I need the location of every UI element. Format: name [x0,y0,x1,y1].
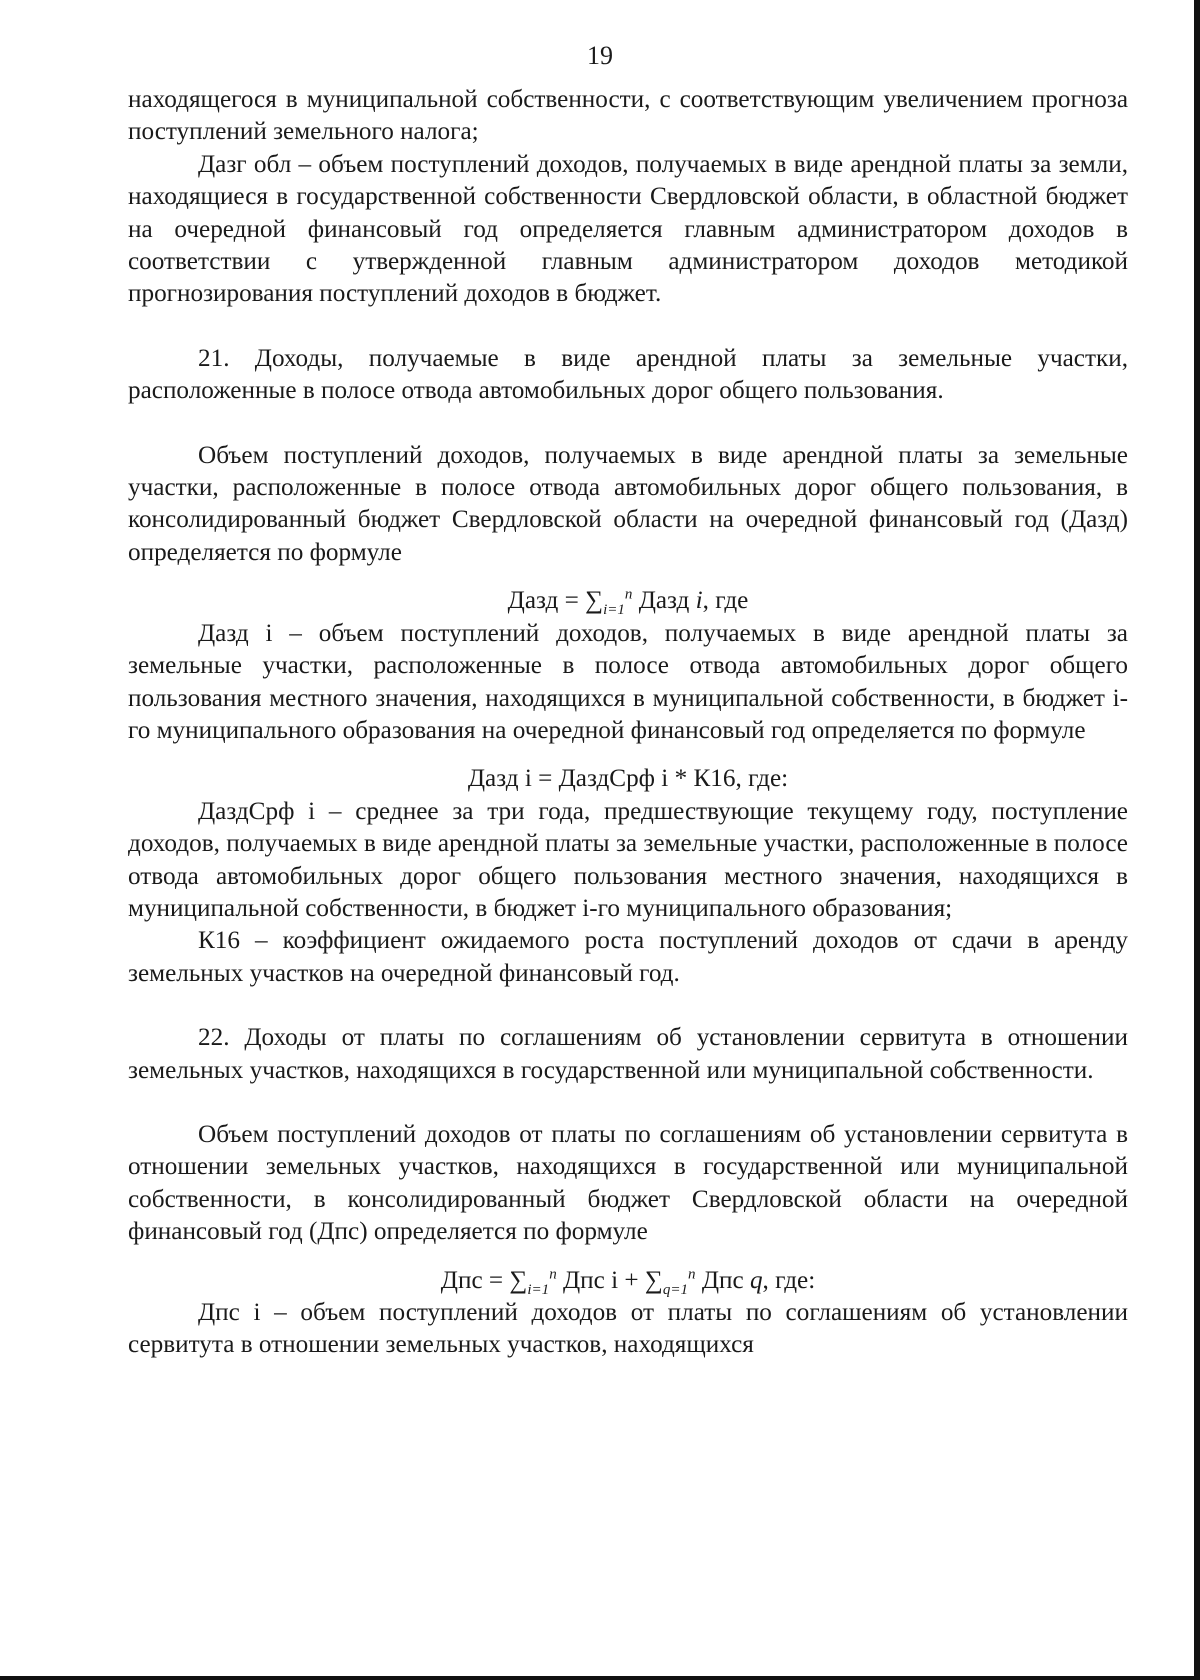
formula-dazd-i: Дазд i = ДаздСрф i * К16, где: [467,765,789,793]
formula-tail: , где: [762,1266,816,1294]
sum-lower-bound: i=1 [527,1281,550,1298]
sum-symbol: ∑ [509,1266,528,1294]
paragraph: находящегося в муниципальной собственности, с соответствующим увеличением прогноза поступлений земельного налога; [128,86,1128,146]
paragraph: К16 – коэффициент ожидаемого роста поступлений доходов от сдачи в аренду земельных участков на очередной финансовый год. [128,927,1128,987]
formula-lhs: Дазд = [507,587,586,615]
paragraph: Объем поступлений доходов, получаемых в виде арендной платы за земельные участки, расположенные в полосе отвода автомобильных дорог общего пользования, в консолидированный бюджет Свердловской области на очередной финансовый год (Дазд) определяется по формуле [128,441,1128,566]
paragraph: Объем поступлений доходов от платы по соглашениям об установлении сервитута в отношении земельных участков, находящихся в государственной или муниципальной собственности, в консолидированный бюджет Свердловской области на очередной финансовый год (Дпс) определяется по формуле [128,1120,1128,1246]
formula-lhs: Дпс = [440,1266,510,1294]
formula-term: Дазд [632,587,696,615]
document-body [128,84,1128,1362]
sum-upper-bound: n [624,586,633,603]
paragraph: Дазг обл – объем поступлений доходов, получаемых в виде арендной платы за земли, находящиеся в государственной собственности Свердловской области, в областной бюджет на очередной финансовый год определяется главным администратором доходов в соответствии с утвержденной главным администратором доходов методикой прогнозирования поступлений доходов в бюджет. [128,150,1128,308]
formula-variable: q [749,1266,763,1294]
paragraph: ДаздСрф i – среднее за три года, предшествующие текущему году, поступление доходов, получаемых в виде арендной платы за земельные участки, расположенные в полосе отвода автомобильных дорог общего пользования местного значения, находящихся в муниципальной собственности, в бюджет i-го муниципального образования; [128,797,1128,922]
section-heading-21: 21. Доходы, получаемые в виде арендной платы за земельные участки, расположенные в полосе отвода автомобильных дорог общего пользования. [128,344,1128,405]
sum-lower-bound: i=1 [603,602,625,619]
formula-tail: , где [702,587,749,615]
sum-lower-bound: q=1 [662,1281,689,1298]
formula-term: Дпс [695,1266,750,1294]
sum-symbol: ∑ [585,587,604,615]
sum-upper-bound: n [549,1266,557,1283]
paragraph: Дпс i – объем поступлений доходов от платы по соглашениям об установлении сервитута в отношении земельных участков, находящихся [128,1299,1128,1359]
paragraph: Дазд i – объем поступлений доходов, получаемых в виде арендной платы за земельные участки, расположенные в полосе отвода автомобильных дорог общего пользования местного значения, находящихся в муниципальной собственности, в бюджет i-го муниципального образования на очередной финансовый год определяется по формуле [128,619,1128,744]
formula-dps-sum [128,1265,1128,1297]
sum-symbol: ∑ [644,1266,663,1294]
sum-upper-bound: n [688,1266,696,1283]
formula-dazd-sum [128,585,1128,617]
section-heading-22: 22. Доходы от платы по соглашениям об установлении сервитута в отношении земельных участков, находящихся в государственной или муниципальной собственности. [128,1024,1128,1084]
formula-term: Дпс i + [556,1266,645,1294]
scan-edge-right [1194,0,1200,1680]
formula-variable: i [695,587,703,615]
page-number: 19 [587,41,613,70]
scan-edge-bottom [0,1676,1200,1680]
